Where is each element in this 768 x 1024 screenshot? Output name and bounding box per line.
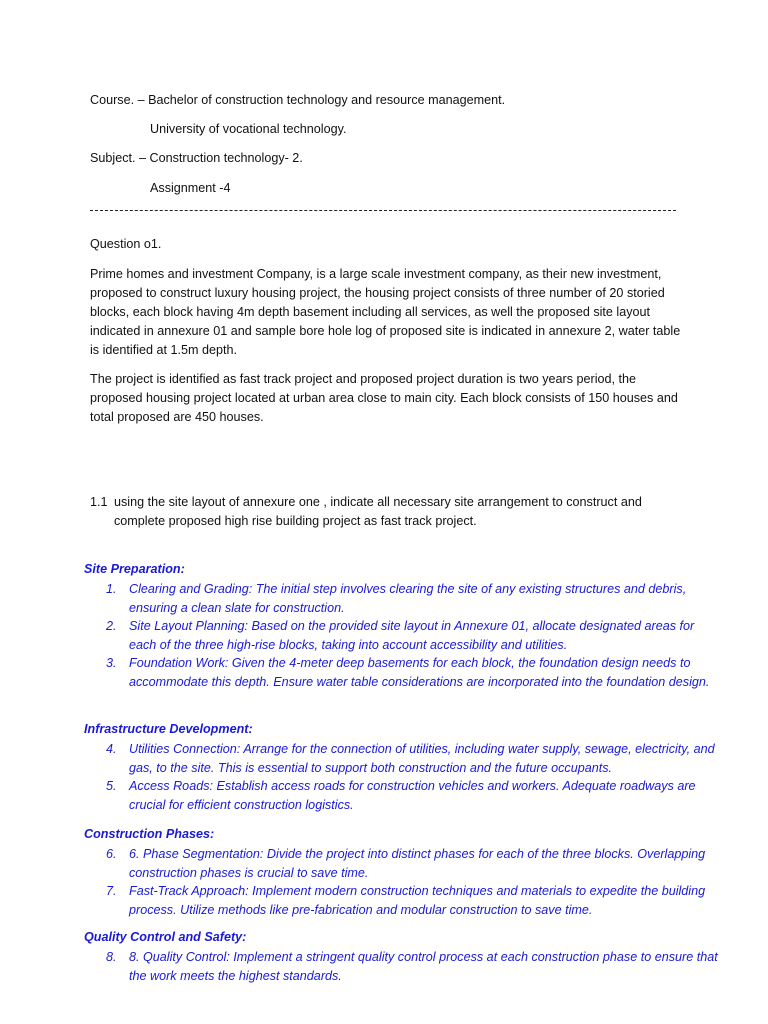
- list-item-number: 5.: [106, 779, 117, 794]
- question-paragraph-1: Prime homes and investment Company, is a large scale investment company, as their new investment, proposed to construct luxury housing project, the housing project consists of three number of 20 storied blocks, each block having 4m depth basement including all services, as well the proposed site layout indicated in annexure 01 and sample bore hole log of proposed site is indicated in annexure 2, water table is identified at 1.5m depth.: [90, 267, 681, 357]
- list-item-number: 6.: [106, 847, 117, 861]
- section-heading-quality-control: Quality Control and Safety:: [84, 930, 247, 944]
- list-item: [84, 654, 719, 691]
- list-item-text: Fast-Track Approach: Implement modern construction techniques and materials to expedite the building process. Utilize methods like pre-fabrication and modular construction to save time.: [129, 884, 706, 917]
- list-item: [84, 740, 719, 777]
- list-item: [84, 580, 719, 617]
- list-item-number: 7.: [106, 884, 117, 899]
- list-item: [84, 617, 719, 654]
- quality-control-list: [84, 948, 719, 985]
- list-item-text: Utilities Connection: Arrange for the connection of utilities, including water supply, sewage, electricity, and gas, to the site. This is essential to support both construction and the future occupants.: [129, 742, 715, 775]
- list-item: [84, 882, 719, 919]
- section-heading-site-preparation: Site Preparation:: [84, 562, 185, 576]
- sub-question-number: 1.1: [90, 495, 108, 509]
- list-item: [84, 845, 719, 882]
- list-item-text: Access Roads: Establish access roads for construction vehicles and workers. Adequate roadways are crucial for efficient construction logistics.: [129, 779, 696, 812]
- course-line: Course. – Bachelor of construction technology and resource management.: [90, 93, 506, 107]
- dashed-divider: [90, 210, 676, 211]
- list-item-number: 3.: [106, 656, 117, 671]
- section-heading-infrastructure: Infrastructure Development:: [84, 722, 253, 736]
- sub-question-line-1: using the site layout of annexure one , indicate all necessary site arrangement to construct and: [114, 495, 642, 509]
- section-heading-construction-phases: Construction Phases:: [84, 827, 215, 841]
- question-title: Question o1.: [90, 237, 162, 251]
- university-line: University of vocational technology.: [150, 122, 347, 136]
- subject-line: Subject. – Construction technology- 2.: [90, 151, 303, 165]
- list-item-text: Site Layout Planning: Based on the provided site layout in Annexure 01, allocate designated areas for each of the three high-rise blocks, taking into account accessibility and utilities.: [129, 619, 695, 652]
- list-item-number: 8.: [106, 950, 117, 964]
- list-item-number: 4.: [106, 742, 117, 756]
- list-item-text: 6. Phase Segmentation: Divide the project into distinct phases for each of the three blocks. Overlapping construction phases is crucial to save time.: [129, 847, 706, 880]
- infrastructure-list: [84, 740, 719, 814]
- site-preparation-list: [84, 580, 719, 692]
- list-item: [84, 948, 719, 985]
- question-paragraph-2: The project is identified as fast track project and proposed project duration is two years period, the proposed housing project located at urban area close to main city. Each block consists of 150 houses and total proposed are 450 houses.: [90, 372, 678, 424]
- sub-question-line-2: complete proposed high rise building project as fast track project.: [114, 514, 477, 528]
- list-item-text: 8. Quality Control: Implement a stringent quality control process at each construction phase to ensure that the work meets the highest standards.: [129, 950, 718, 983]
- list-item-number: 1.: [106, 582, 117, 596]
- assignment-line: Assignment -4: [150, 181, 231, 195]
- list-item-number: 2.: [106, 619, 117, 634]
- list-item: [84, 777, 719, 814]
- list-item-text: Foundation Work: Given the 4-meter deep basements for each block, the foundation design needs to accommodate this depth. Ensure water table considerations are incorporated into the foundation design.: [129, 656, 710, 689]
- construction-phases-list: [84, 845, 719, 919]
- list-item-text: Clearing and Grading: The initial step involves clearing the site of any existing structures and debris, ensuring a clean slate for construction.: [129, 582, 687, 615]
